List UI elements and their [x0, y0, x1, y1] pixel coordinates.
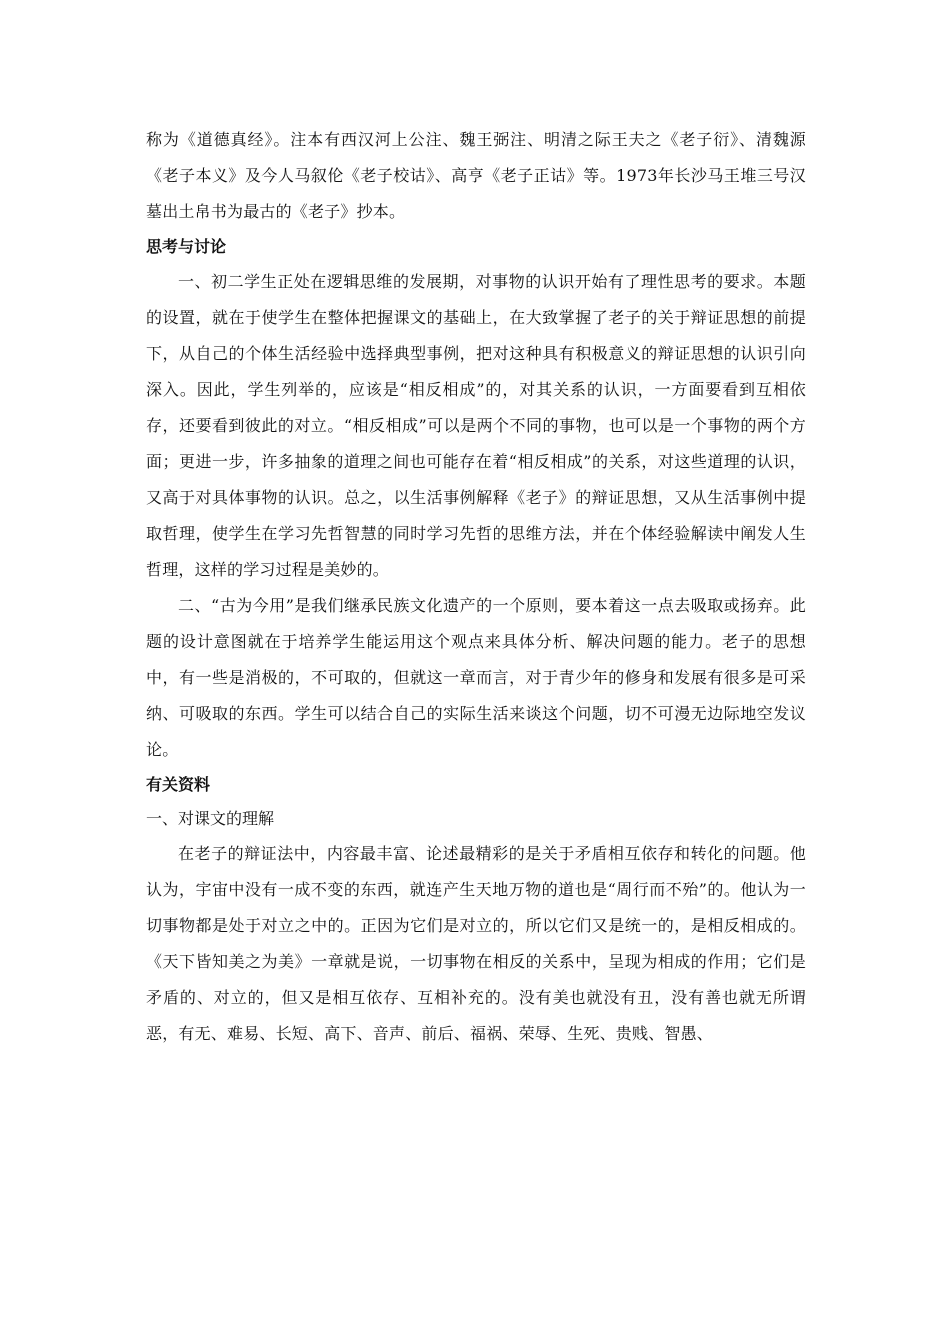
discussion-paragraph-1: 一、初二学生正处在逻辑思维的发展期，对事物的认识开始有了理性思考的要求。本题的设置，就在于使学生在整体把握课文的基础上，在大致掌握了老子的关于辩证思想的前提下，从自己的个体生活经验中选择典型事例，把对这种具有积极意义的辩证思想的认识引向深入。因此，学生列举的，应该是“相反相成”的，对其关系的认识，一方面要看到互相依存，还要看到彼此的对立。“相反相成”可以是两个不同的事物，也可以是一个事物的两个方面；更进一步，许多抽象的道理之间也可能存在着“相反相成”的关系，对这些道理的认识，又高于对具体事物的认识。总之，以生活事例解释《老子》的辩证思想，又从生活事例中提取哲理，使学生在学习先哲智慧的同时学习先哲的思维方法，并在个体经验解读中阐发人生哲理，这样的学习过程是美妙的。 [146, 272, 806, 579]
subsection-heading-understanding: 一、对课文的理解 [146, 809, 275, 828]
discussion-paragraph-2: 二、“古为今用”是我们继承民族文化遗产的一个原则，要本着这一点去吸取或扬弃。此题的设计意图就在于培养学生能运用这个观点来具体分析、解决问题的能力。老子的思想中，有一些是消极的，不可取的，但就这一章而言，对于青少年的修身和发展有很多是可采纳、可吸取的东西。学生可以结合自己的实际生活来谈这个问题，切不可漫无边际地空发议论。 [146, 596, 806, 759]
intro-paragraph: 称为《道德真经》。注本有西汉河上公注、魏王弼注、明清之际王夫之《老子衍》、清魏源《老子本义》及今人马叙伦《老子校诂》、高亨《老子正诂》等。1973年长沙马王堆三号汉墓出土帛书为最古的《老子》抄本。 [146, 130, 806, 221]
section-heading-discussion: 思考与讨论 [146, 237, 227, 256]
understanding-paragraph: 在老子的辩证法中，内容最丰富、论述最精彩的是关于矛盾相互依存和转化的问题。他认为，宇宙中没有一成不变的东西，就连产生天地万物的道也是“周行而不殆”的。他认为一切事物都是处于对立之中的。正因为它们是对立的，所以它们又是统一的，是相反相成的。《天下皆知美之为美》一章就是说，一切事物在相反的关系中，呈现为相成的作用；它们是矛盾的、对立的，但又是相互依存、互相补充的。没有美也就没有丑，没有善也就无所谓恶，有无、难易、长短、高下、音声、前后、福祸、荣辱、生死、贵贱、智愚、 [146, 844, 806, 1043]
section-heading-materials: 有关资料 [146, 775, 211, 794]
document-body [146, 122, 806, 1052]
